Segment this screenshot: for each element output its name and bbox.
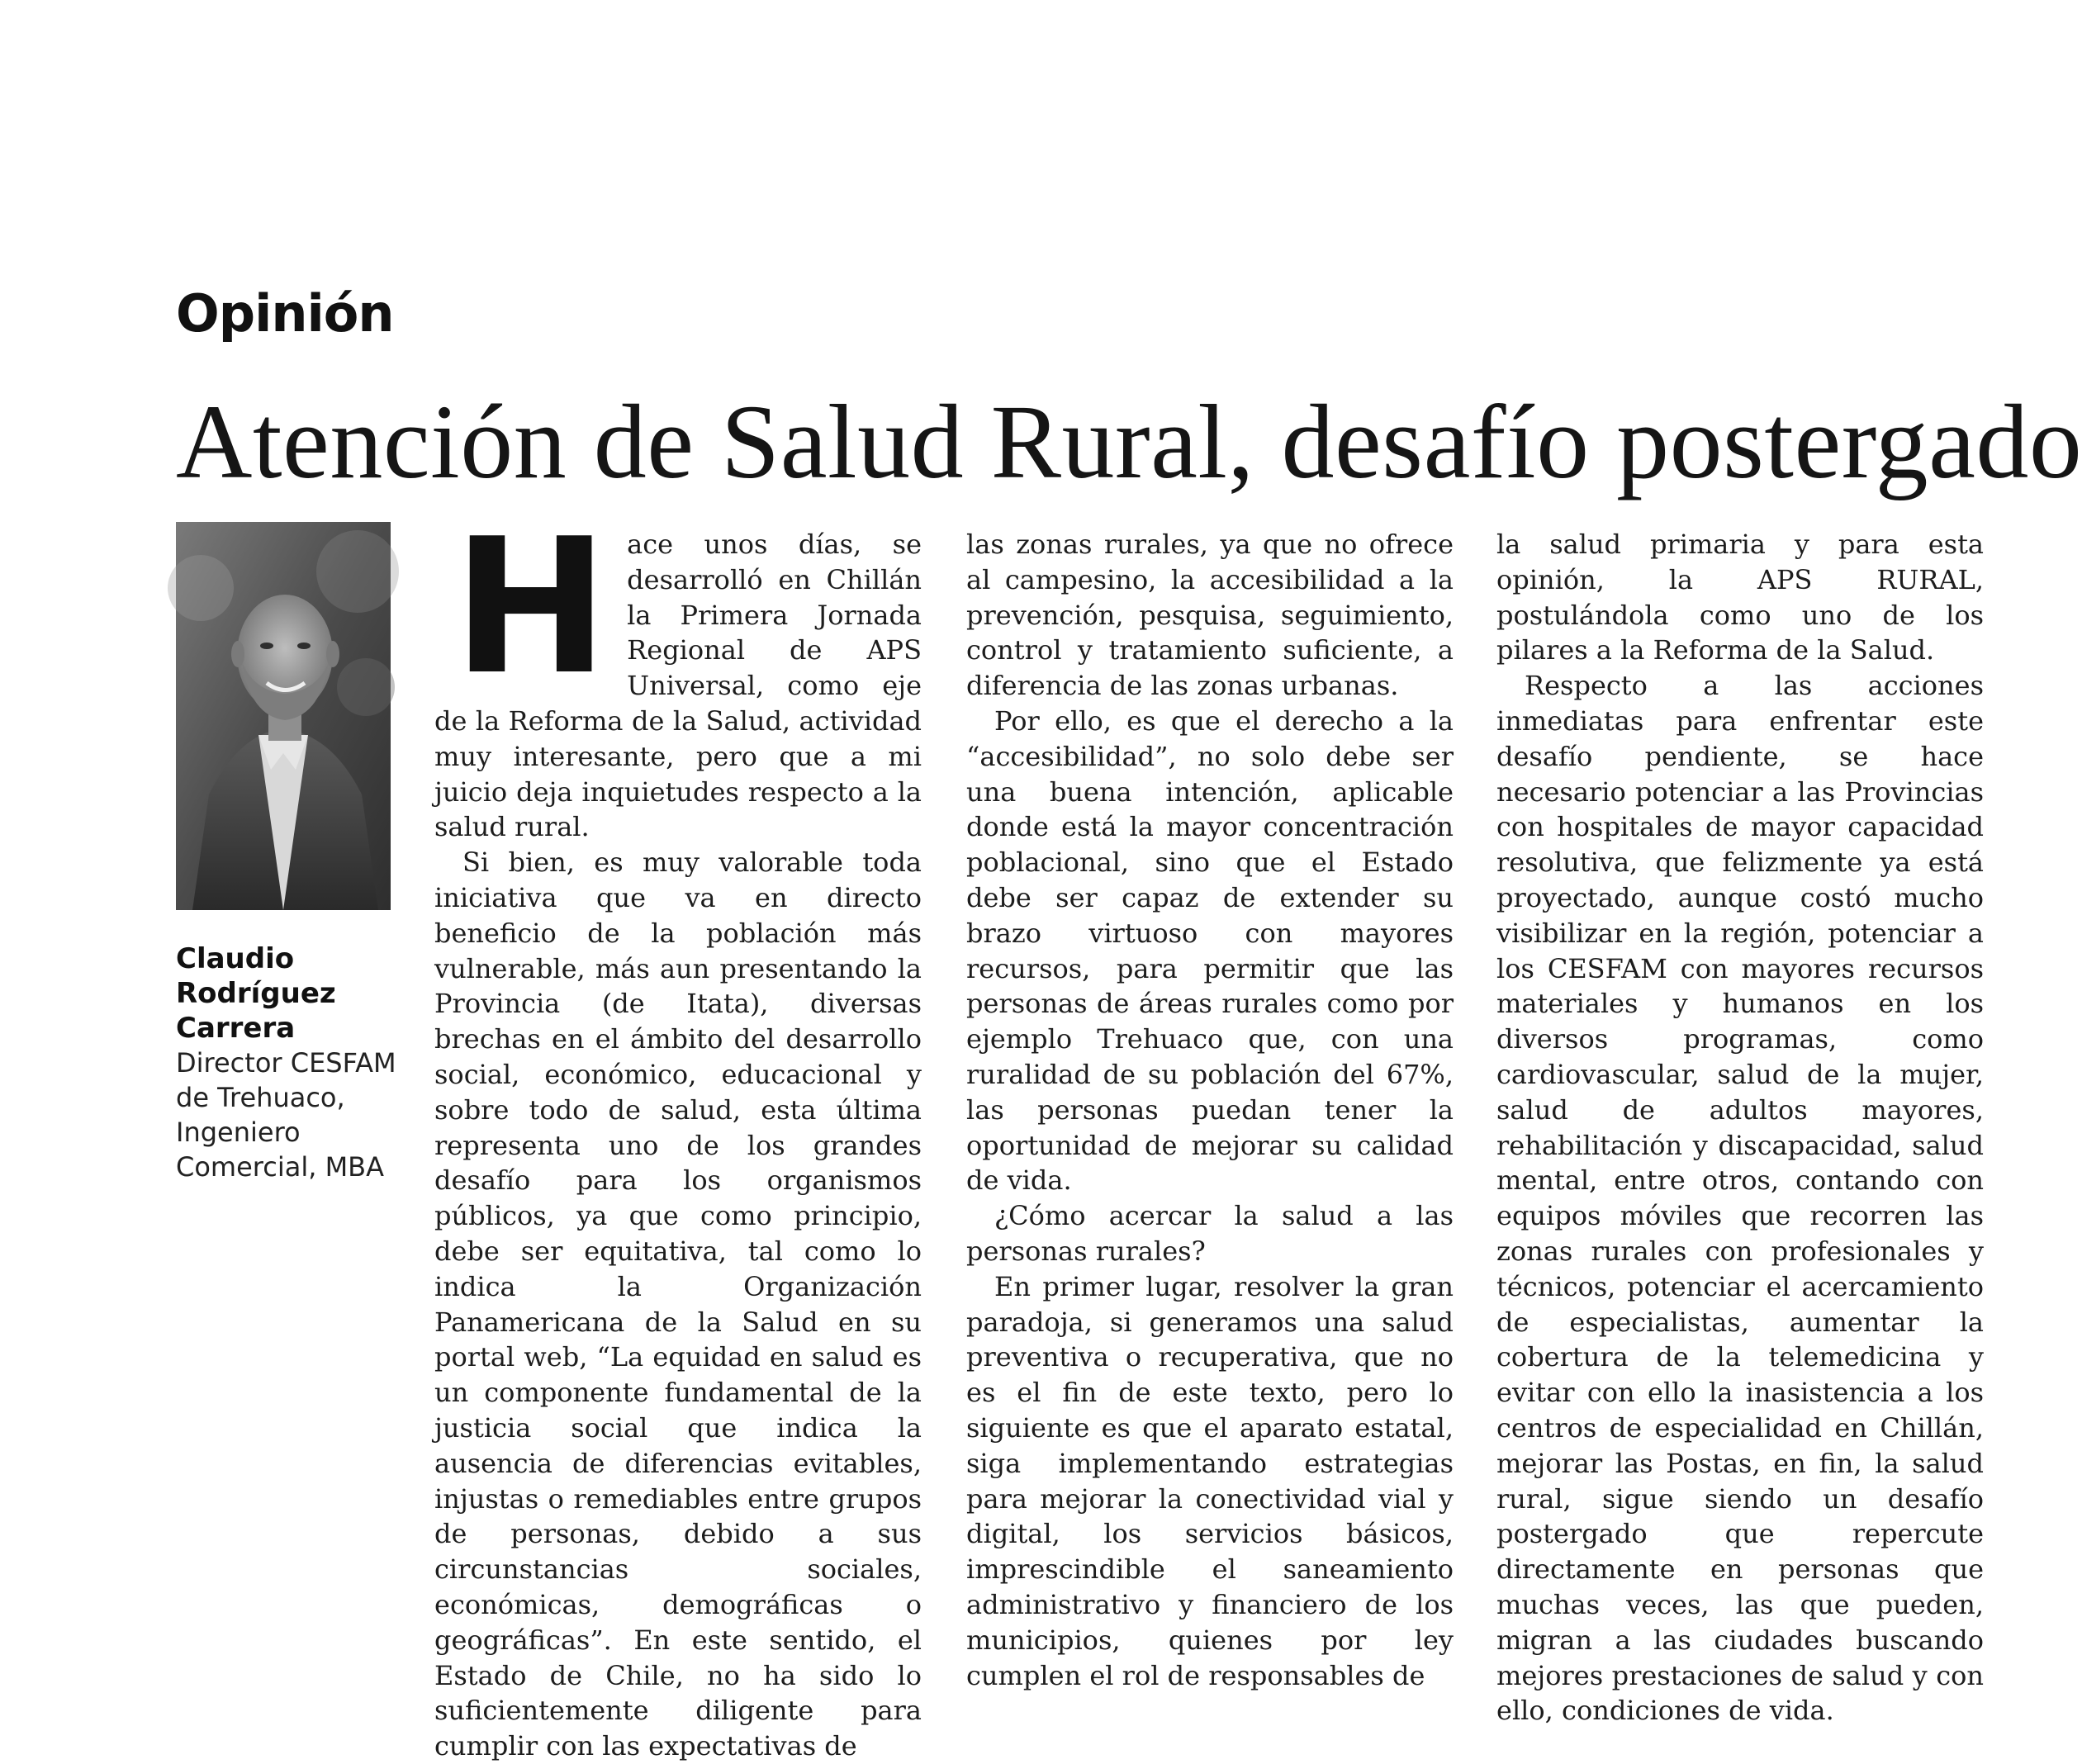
section-label: Opinión (176, 283, 394, 344)
article-column-1 (434, 499, 922, 1762)
paragraph: Por ello, es que el derecho a la “accesibilidad”, no solo debe ser una buena intención, aplicable donde está la mayor concentración poblacional, sino que el Estado debe ser capaz de extender su brazo virtuoso con mayores recursos, para permitir que las personas de áreas rurales como por ejemplo Trehuaco que, con una ruralidad de su población del 67%, las personas puedan tener la oportunidad de mejorar su calidad de vida. (966, 704, 1454, 1197)
paragraph: Respecto a las acciones inmediatas para enfrentar este desafío pendiente, se hace necesario potenciar a las Provincias con hospitales de mayor capacidad resolutiva, que felizmente ya está proyectado, aunque costó mucho visibilizar en la región, potenciar a los CESFAM con mayores recursos materiales y humanos en los diversos programas, como cardiovascular, salud de la mujer, salud de adultos mayores, rehabilitación y discapacidad, salud mental, entre otros, contando con equipos móviles que recorren las zonas rurales con profesionales y técnicos, potenciar el acercamiento de especialistas, aumentar la cobertura de la telemedicina y evitar con ello la inasistencia a los centros de especialidad en Chillán, mejorar las Postas, en fin, la salud rural, sigue siendo un desafío postergado que repercute directamente en personas que muchas veces, las que pueden, migran a las ciudades buscando mejores prestaciones de salud y con ello, condiciones de vida. (1496, 670, 1984, 1727)
article-column-2 (966, 527, 1454, 1691)
headline: Atención de Salud Rural, desafío postergado (176, 383, 2082, 500)
author-photo (176, 522, 391, 910)
author-role: Director CESFAM de Trehuaco, Ingeniero Comercial, MBA (176, 1047, 396, 1183)
paragraph: ace unos días, se desarrolló en Chillán la Primera Jornada Regional de APS Universal, como eje de la Reforma de la Salud, actividad muy interesante, pero que a mi juicio deja inquietudes respecto a la salud rural. (434, 529, 922, 843)
paragraph: las zonas rurales, ya que no ofrece al campesino, la accesibilidad a la prevención, pesquisa, seguimiento, control y tratamiento suficiente, a diferencia de las zonas urbanas. (966, 529, 1454, 702)
paragraph: En primer lugar, resolver la gran paradoja, si generamos una salud preventiva o recuperativa, que no es el fin de este texto, pero lo siguiente es que el aparato estatal, siga implementando estrategias para mejorar la conectividad vial y digital, los servicios básicos, imprescindible el saneamiento administrativo y financiero de los municipios, quienes por ley cumplen el rol de responsables de (966, 1270, 1454, 1691)
author-name: Claudio Rodríguez Carrera (176, 942, 336, 1045)
drop-cap: H (453, 499, 609, 716)
author-block (176, 941, 407, 1184)
article-column-3 (1496, 527, 1984, 1727)
author-portrait-icon (176, 522, 391, 910)
subheading-question: ¿Cómo acercar la salud a las personas rurales? (966, 1200, 1454, 1267)
paragraph: la salud primaria y para esta opinión, la APS RURAL, postulándola como uno de los pilares a la Reforma de la Salud. (1496, 529, 1984, 666)
paragraph: Si bien, es muy valorable toda iniciativa que va en directo beneficio de la población más vulnerable, más aun presentando la Provincia (de Itata), diversas brechas en el ámbito del desarrollo social, económico, educacional y sobre todo de salud, esta última representa uno de los grandes desafío para los organismos públicos, ya que como principio, debe ser equitativa, tal como lo indica la Organización Panamericana de la Salud en su portal web, “La equidad en salud es un componente fundamental de la justicia social que indica la ausencia de diferencias evitables, injustas o remediables entre grupos de personas, debido a sus circunstancias sociales, económicas, demográficas o geográficas”. En este sentido, el Estado de Chile, no ha sido lo suficientemente diligente para cumplir con las expectativas de (434, 846, 922, 1762)
